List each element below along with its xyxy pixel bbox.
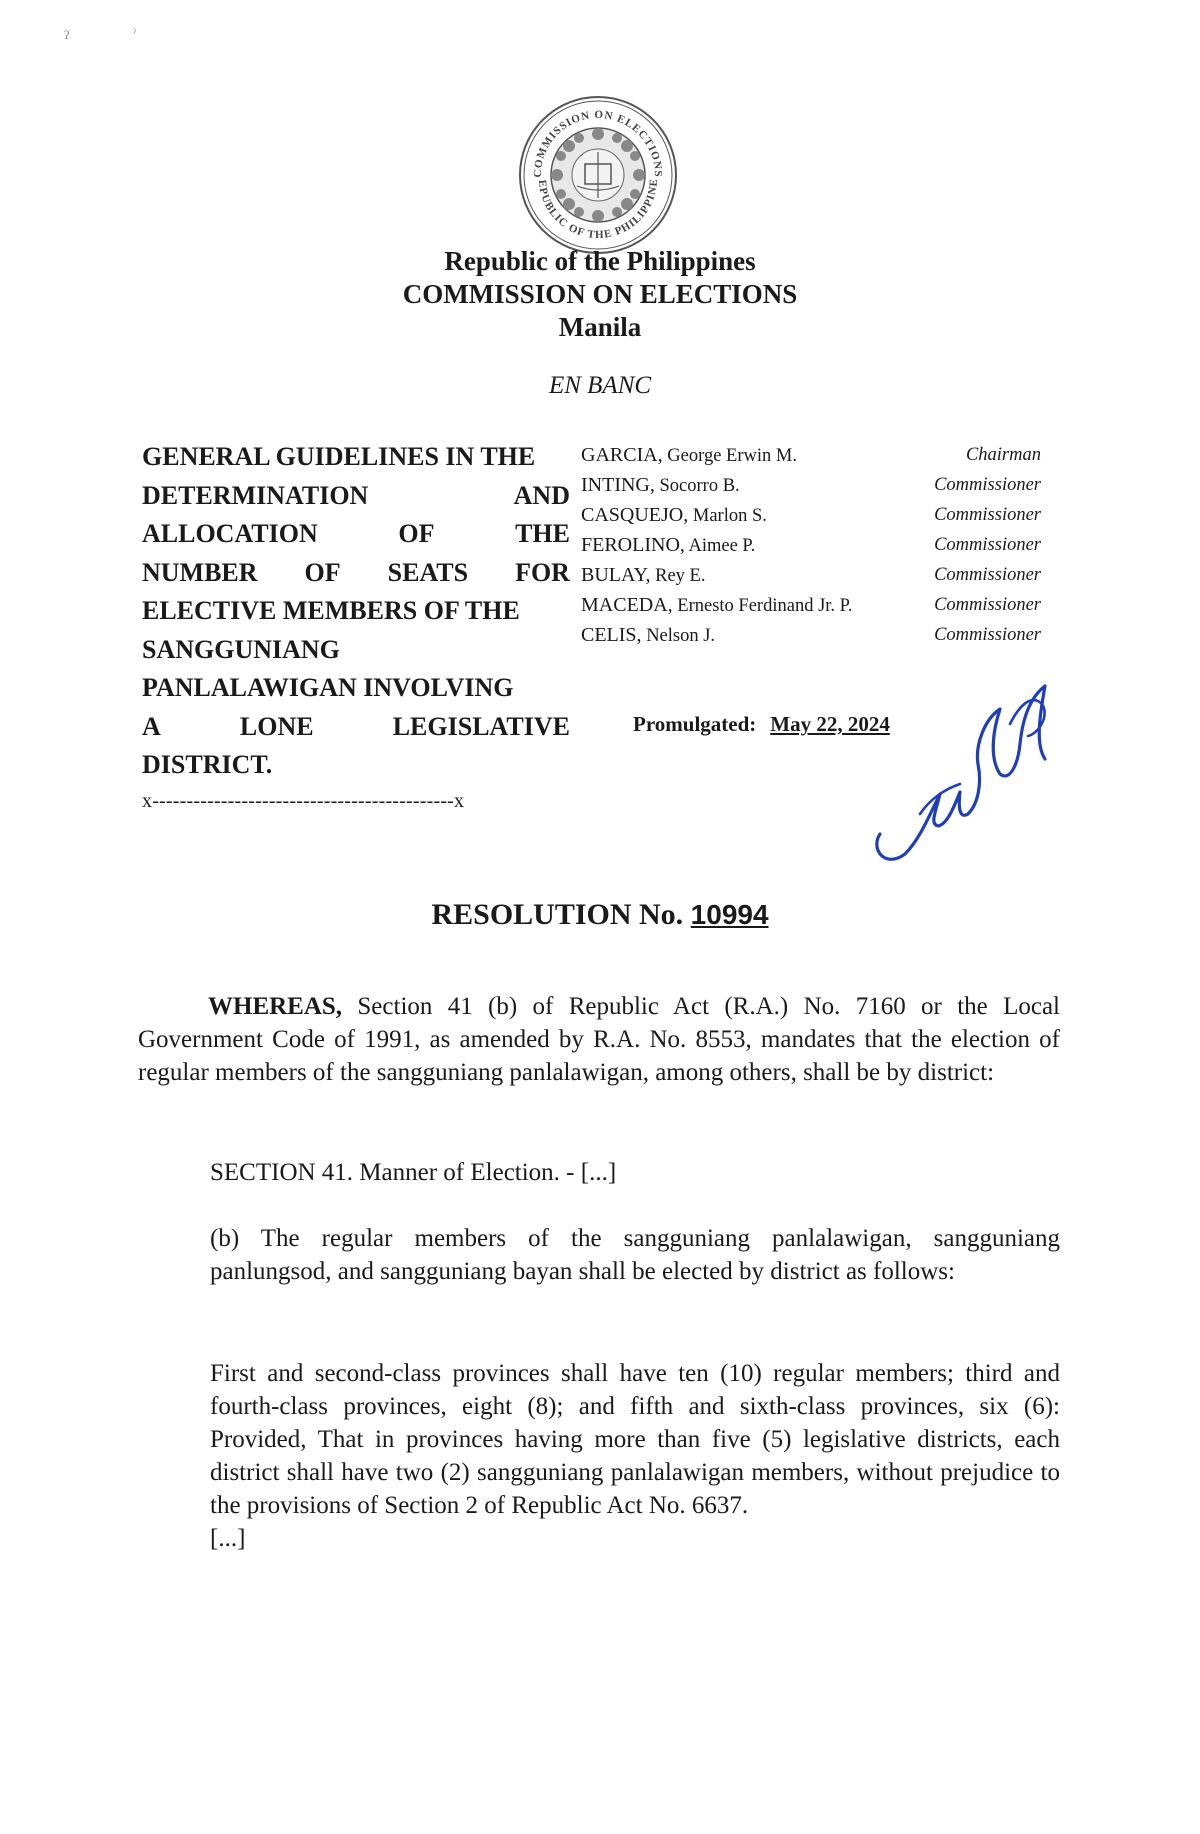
ellipsis: [...] xyxy=(210,1525,246,1552)
quoted-paragraph-provinces: First and second-class provinces shall have ten (10) regular members; third and fourth-class provinces, eight (8); and fifth and sixth-class provinces, six (6): Provided, That in provinces having more than five (5) legislative districts, each district shall have two (2) sangguniang panlalawigan members, without prejudice to the provisions of Section 2 of Republic Act No. 6637. [...] xyxy=(210,1360,1060,1552)
en-banc-label: EN BANC xyxy=(548,372,652,399)
resolution-label: RESOLUTION No. xyxy=(431,898,684,931)
title-line: ALLOCATION OF THE xyxy=(142,519,570,548)
member-row: MACEDA, Ernesto Ferdinand Jr. P. Commissioner xyxy=(581,594,1041,616)
svg-text:COMMISSION ON ELECTIONS: COMMISSION ON ELECTIONS xyxy=(531,108,665,178)
quoted-section-heading: SECTION 41. Manner of Election. - [...] xyxy=(210,1159,617,1186)
promulgated-date: May 22, 2024 xyxy=(770,712,890,736)
quoted-paragraph-b: (b) The regular members of the sangguniang panlalawigan, sangguniang panlungsod, and sangguniang bayan shall be elected by district as follows: xyxy=(210,1225,1060,1285)
svg-text:REPUBLIC OF THE PHILIPPINES: EPUBLIC OF THE PHILIPPINE xyxy=(535,177,661,242)
title-line: NUMBER OF SEATS FOR xyxy=(142,557,570,587)
header-commission: COMMISSION ON ELECTIONS xyxy=(402,279,798,309)
member-row: FEROLINO, Aimee P. Commissioner xyxy=(581,534,1041,556)
promulgated-label: Promulgated: xyxy=(633,712,757,736)
resolution-title xyxy=(0,898,1200,932)
title-line: SANGGUNIANG xyxy=(142,634,340,664)
title-line: PANLALAWIGAN INVOLVING xyxy=(142,673,514,702)
member-row: CASQUEJO, Marlon S. Commissioner xyxy=(581,504,1041,526)
title-separator: x--------------------------------------------x xyxy=(142,790,465,812)
title-line: ELECTIVE MEMBERS OF THE xyxy=(142,596,520,625)
commission-members xyxy=(581,440,1041,650)
margin-mark-left: ʔ xyxy=(64,28,70,42)
member-row: CELIS, Nelson J. Commissioner xyxy=(581,624,1041,646)
header-city: Manila xyxy=(558,312,642,342)
member-row: INTING, Socorro B. Commissioner xyxy=(581,474,1041,496)
promulgated-line xyxy=(633,712,890,737)
header-republic: Republic of the Philippines xyxy=(444,246,756,276)
comelec-seal-icon xyxy=(517,94,679,256)
margin-mark-right: ˀ xyxy=(133,26,136,40)
member-row: GARCIA, George Erwin M. Chairman xyxy=(581,444,1041,466)
title-line: A LONE LEGISLATIVE xyxy=(142,711,570,741)
member-row: BULAY, Rey E. Commissioner xyxy=(581,564,1041,586)
title-line: DETERMINATION AND xyxy=(142,480,570,510)
handwritten-signature-icon xyxy=(860,664,1060,874)
resolution-number: 10994 xyxy=(690,899,769,930)
title-line: GENERAL GUIDELINES IN THE xyxy=(142,442,536,471)
whereas-paragraph: WHEREAS, Section 41 (b) of Republic Act (R.A.) No. 7160 or the Local Government Code of 1991, as amended by R.A. No. 8553, mandates that the election of regular members of the sangguniang panlalawigan, among others, shall be by district: xyxy=(138,993,1060,1086)
title-line: DISTRICT. xyxy=(142,750,273,779)
case-title xyxy=(142,438,570,785)
